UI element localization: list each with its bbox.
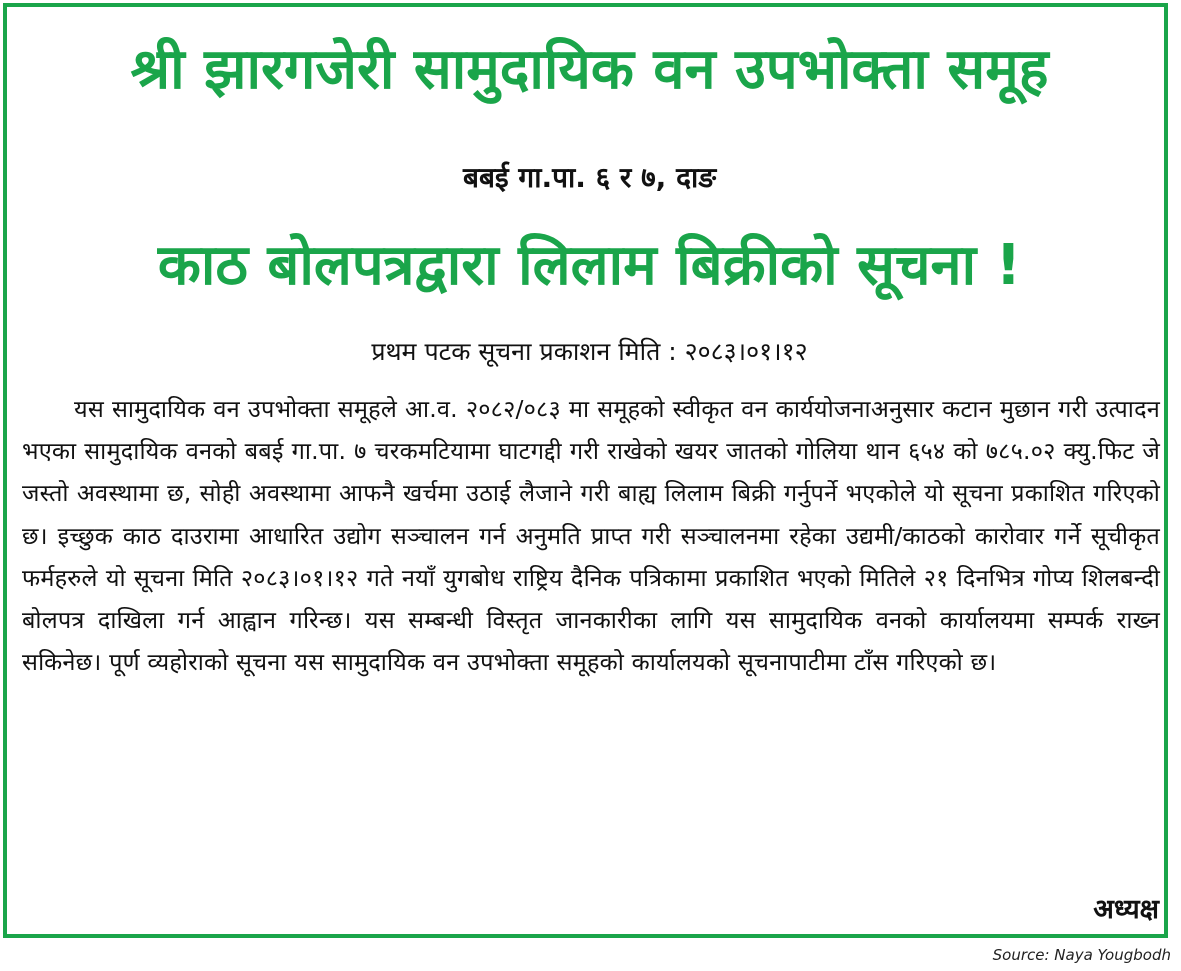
organization-address: बबई गा.पा. ६ र ७, दाङ — [462, 161, 717, 194]
signature-chairperson: अध्यक्ष — [1093, 894, 1159, 925]
published-date: प्रथम पटक सूचना प्रकाशन मिति : २०८३।०१।१२ — [371, 337, 808, 366]
organization-title: श्री झारगजेरी सामुदायिक वन उपभोक्ता समूह — [130, 37, 1049, 102]
notice-body: यस सामुदायिक वन उपभोक्ता समूहले आ.व. २०८२/०८३ मा समूहको स्वीकृत वन कार्ययोजनाअनुसार कटान मुछान गरी उत्पादन भएका सामुदायिक वनको बबई गा.पा. ७ चरकमटियामा घाटगद्दी गरी राखेको खयर जातको गोलिया थान ६५४ को ७८५.०२ क्यु.फिट जे जस्तो अवस्थामा छ, सोही अवस्थामा आफनै खर्चमा उठाई लैजाने गरी बाह्य लिलाम बिक्री गर्नुपर्ने भएकोले यो सूचना प्रकाशित गरिएको छ। इच्छुक काठ दाउरामा आधारित उद्योग सञ्चालन गर्न अनुमति प्राप्त गरी सञ्चालनमा रहेका उद्यमी/काठको कारोवार गर्ने सूचीकृत फर्महरुले यो सूचना मिति २०८३।०१।१२ गते नयाँ युगबोध राष्ट्रिय दैनिक पत्रिकामा प्रकाशित भएको मितिले २१ दिनभित्र गोप्य शिलबन्दी बोलपत्र दाखिला गर्न आह्वान गरिन्छ। यस सम्बन्धी विस्तृत जानकारीका लागि यस सामुदायिक वनको कार्यालयमा सम्पर्क राख्न सकिनेछ। पूर्ण व्यहोराको सूचना यस सामुदायिक वन उपभोक्ता समूहको कार्यालयको सूचनापाटीमा टाँस गरिएको छ। — [22, 395, 1160, 677]
notice-title: काठ बोलपत्रद्वारा लिलाम बिक्रीको सूचना ! — [157, 233, 1022, 298]
source-credit: Source: Naya Yougbodh — [992, 946, 1171, 964]
